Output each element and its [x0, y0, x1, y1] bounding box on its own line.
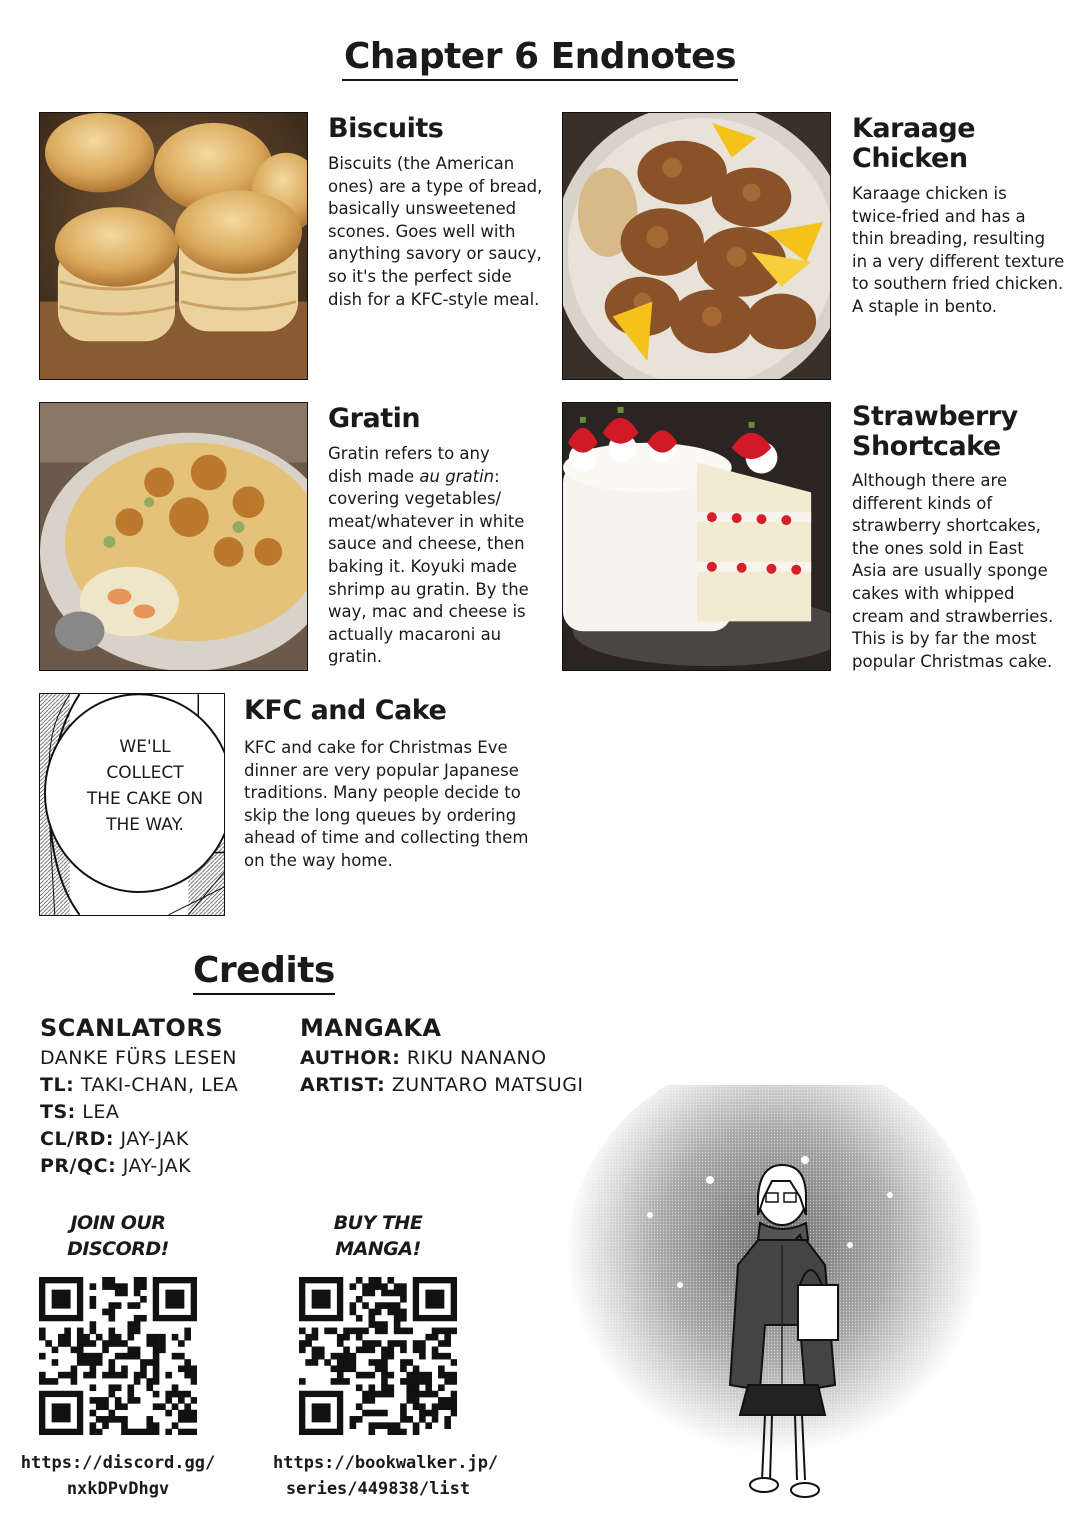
note-heading-karaage: Karaage Chicken [852, 113, 976, 174]
note-body-kfc-cake: KFC and cake for Christmas Eve dinner are very popular Japanese traditions. Many people decide to skip the long queues by ordering ahead of time and collecting them on the way home. [244, 738, 529, 870]
scanlators-heading: SCANLATORS [40, 1014, 224, 1042]
speech-bubble-text: WE'LL COLLECT THE CAKE ON THE WAY. [86, 737, 204, 835]
page-title: Chapter 6 Endnotes [0, 36, 1080, 77]
shortcake-image [562, 402, 831, 671]
note-body-gratin: Gratin refers to any dish made au gratin: covering vegetables/ meat/whatever in white sauce and cheese, then baking it. Koyuki made shrimp au gratin. By the way, mac and cheese is actually macaroni au gratin. [328, 444, 529, 667]
gratin-image [39, 402, 308, 671]
mangaka-list: AUTHOR: RIKU NANANO ARTIST: ZUNTARO MATSUGI [300, 1047, 584, 1096]
credits-title: Credits [193, 950, 335, 991]
discord-link[interactable]: https://discord.gg/ nxkDPvDhgv [20, 1453, 216, 1499]
note-body-biscuits: Biscuits (the American ones) are a type of bread, basically unsweetened scones. Goes well with anything savory or saucy, so it's the perfect side dish for a KFC-style meal. [328, 154, 543, 309]
note-body-karaage: Karaage chicken is twice-fried and has a thin breading, resulting in a very different texture to southern fried chicken. A staple in bento. [852, 184, 1065, 316]
buy-manga-qr-code-icon[interactable] [299, 1277, 457, 1435]
discord-label: JOIN OUR DISCORD! [67, 1212, 169, 1260]
note-body-shortcake: Although there are different kinds of strawberry shortcakes, the ones sold in East Asia are usually sponge cakes with whipped cream and strawberries. This is by far the most popular Christmas cake. [852, 471, 1054, 671]
manga-panel-image [39, 693, 225, 916]
note-heading-kfc-cake: KFC and Cake [244, 695, 447, 726]
mangaka-heading: MANGAKA [300, 1014, 442, 1042]
note-heading-gratin: Gratin [328, 403, 421, 434]
buy-manga-link[interactable]: https://bookwalker.jp/ series/449838/list [273, 1453, 499, 1499]
karaage-image [562, 112, 831, 380]
buy-manga-label: BUY THE MANGA! [333, 1212, 423, 1260]
note-heading-shortcake: Strawberry Shortcake [852, 401, 1018, 462]
note-heading-biscuits: Biscuits [328, 113, 444, 144]
scanlators-list: DANKE FÜRS LESEN TL: TAKI-CHAN, LEA TS: LEA CL/RD: JAY-JAK PR/QC: JAY-JAK [40, 1047, 239, 1177]
discord-qr-code-icon[interactable] [39, 1277, 197, 1435]
character-illustration [560, 1085, 990, 1515]
biscuits-image [39, 112, 308, 380]
